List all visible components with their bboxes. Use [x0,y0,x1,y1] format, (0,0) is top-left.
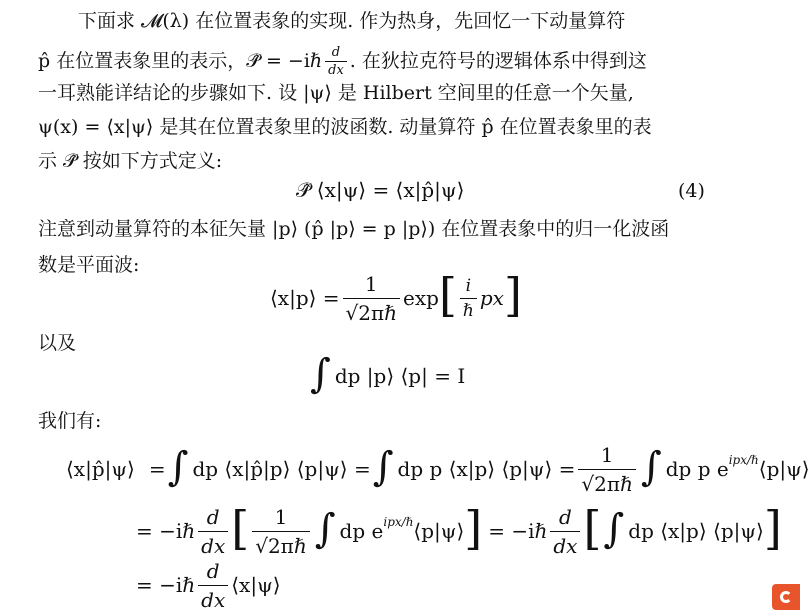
r1-term-e: ⟨p|ψ⟩ [758,457,810,481]
equation-4: 𝒫̂ ⟨x|ψ⟩ = ⟨x|p̂|ψ⟩ [296,178,465,202]
norm-num: 1 [364,271,378,296]
r2-dnum: d [206,504,220,529]
r2-d-dx-2 [550,505,580,558]
derivation-row-3 [136,560,281,610]
r1-term-b: dp ⟨x|p̂|p⟩ ⟨p|ψ⟩ = [192,457,371,481]
wave-lhs: ⟨x|p⟩ = [270,286,340,310]
left-bracket: [ [438,268,457,322]
left-bracket: [ [583,501,602,555]
r2-fraction [252,505,310,558]
r2-b: dp e [339,519,384,543]
yiji-text: 以及 [38,332,77,354]
left-bracket: [ [231,501,250,555]
integral-sign: ∫ [310,351,331,397]
derivation-row-1 [66,440,810,498]
inner-den: ℏ [460,298,477,321]
r2-c: ⟨p|ψ⟩ [413,519,465,543]
r2-a: = −iℏ [136,519,196,543]
inner-num: i [465,275,472,296]
integral-sign: ∫ [603,506,625,552]
r1-exponent: ipx/ℏ [728,453,759,467]
plane-wave-equation [270,270,522,326]
frac-den: dx [325,61,347,77]
r3-b: ⟨x|ψ⟩ [231,573,281,597]
r3-dden: dx [198,585,228,612]
r1-den: √2πℏ [578,469,636,496]
completeness-body: dp |p⟩ ⟨p| = I [334,364,466,388]
r2-dnum2: d [559,504,572,529]
norm-den: √2πℏ [343,298,401,325]
normalization-fraction [343,272,401,325]
para1-line2 [38,46,647,77]
r1-lhs: ⟨x|p̂|ψ⟩ [66,457,135,481]
integral-sign: ∫ [167,444,189,490]
d-dx-fraction [325,46,347,77]
integral-sign: ∫ [314,506,336,552]
para1-line2-a: p̂ 在位置表象里的表示，𝒫̂ = −iℏ [38,50,323,72]
r1-term-c: dp p ⟨x|p⟩ ⟨p|ψ⟩ = [397,457,576,481]
r2-dden: dx [198,531,228,558]
r1-fraction [578,443,636,496]
r1-term-d: dp p e [665,457,729,481]
derivation-row-2 [136,502,782,560]
para1-line2-b: . 在狄拉克符号的逻辑体系中得到这 [349,50,647,72]
equation-number: (4) [678,180,705,202]
frac-num: d [331,45,341,60]
i-over-hbar [460,276,477,321]
para1-line1: 下面求 𝓜(λ) 在位置表象的实现. 作为热身，先回忆一下动量算符 [78,10,626,32]
right-bracket: ] [503,268,522,322]
right-bracket: ] [763,501,782,555]
r2-d: = −iℏ [488,519,548,543]
completeness-equation [308,352,465,400]
para1-line4: ψ(x) = ⟨x|ψ⟩ 是其在位置表象里的波函数. 动量算符 p̂ 在位置表象里的表 [38,116,652,138]
integral-sign: ∫ [640,444,662,490]
exp-label: exp [403,286,439,310]
para1-line5: 示 𝒫̂ 按如下方式定义: [38,150,223,172]
r1-num: 1 [600,442,614,467]
right-bracket: ] [464,501,483,555]
r2-dden2: dx [550,531,580,558]
r2-d-dx [198,505,228,558]
r2-den: √2πℏ [252,531,310,558]
r2-e: dp ⟨x|p⟩ ⟨p|ψ⟩ [628,519,764,543]
para2-line1: 注意到动量算符的本征矢量 |p⟩ (p̂ |p⟩ = p |p⟩) 在位置表象中的归一化波函 [38,218,670,240]
inner-rest: px [479,286,504,310]
r3-a: = −iℏ [136,573,196,597]
logo-icon [772,584,800,610]
r3-d-dx [198,559,228,612]
r2-exponent: ipx/ℏ [383,515,414,529]
para2-line2: 数是平面波: [38,254,140,276]
para1-line3: 一耳熟能详结论的步骤如下. 设 |ψ⟩ 是 Hilbert 空间里的任意一个矢量, [38,82,634,104]
integral-sign: ∫ [372,444,394,490]
women-text: 我们有: [38,410,102,432]
r2-num: 1 [274,504,288,529]
r3-dnum: d [206,558,220,583]
r1-eq: = [148,457,166,481]
